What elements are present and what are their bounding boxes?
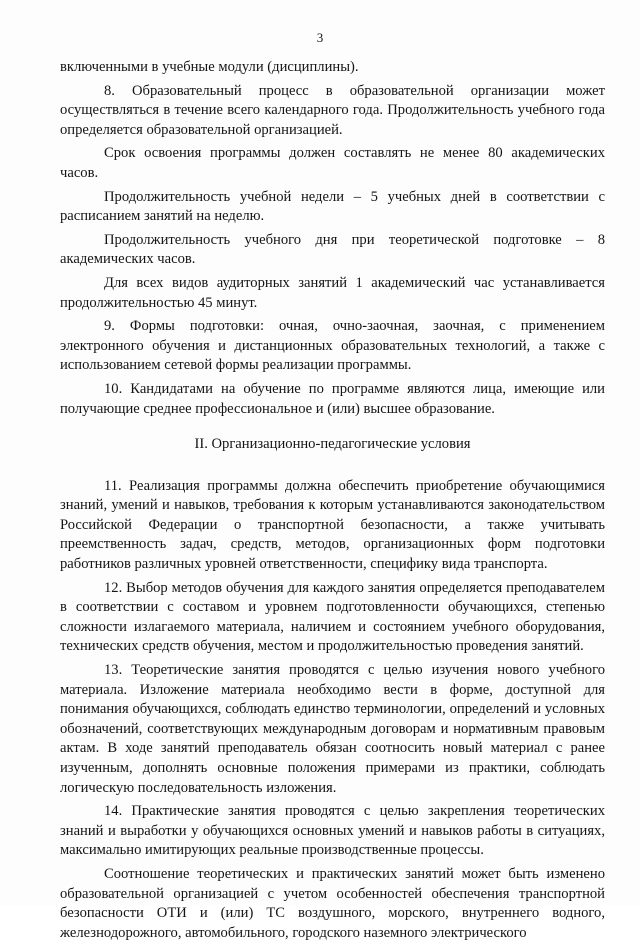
paragraph: Продолжительность учебного дня при теоретической подготовке – 8 академических часов. [60, 231, 605, 268]
section-heading: II. Организационно-педагогические условия [194, 436, 471, 453]
paragraph-group-after [60, 477, 605, 944]
paragraph: 8. Образовательный процесс в образовательной организации может осуществляться в течение всего календарного года. Продолжительность учебного года определяется образовательной организацией. [60, 82, 605, 138]
paragraph: Соотношение теоретических и практических занятий может быть изменено образовательной организацией с учетом особенностей обеспечения транспортной безопасности ОТИ и (или) ТС воздушного, морского, внутреннего водного, железнодорожного, автомобильного, городского наземного электрического [60, 865, 605, 941]
paragraph: 10. Кандидатами на обучение по программе являются лица, имеющие или получающие среднее профессиональное и (или) высшее образование. [60, 380, 605, 417]
document-body [60, 58, 605, 947]
paragraph: 14. Практические занятия проводятся с целью закрепления теоретических знаний и выработки у обучающихся основных умений и навыков работы в ситуациях, максимально имитирующих реальные производственные процессы. [60, 803, 605, 859]
paragraph: 11. Реализация программы должна обеспечить приобретение обучающимися знаний, умений и навыков, требования к которым устанавливаются законодательством Российской Федерации о транспортной безопасности, а также учитывать преемственность задач, средств, методов, организационных форм подготовки работников различных уровней ответственности, специфику вида транспорта. [60, 477, 605, 573]
paragraph: Для всех видов аудиторных занятий 1 академический час устанавливается продолжительностью 45 минут. [60, 274, 605, 311]
paragraph: Продолжительность учебной недели – 5 учебных дней в соответствии с расписанием занятий на неделю. [60, 188, 605, 225]
paragraph-group-before [60, 58, 605, 419]
page-number: 3 [316, 30, 324, 45]
paragraph: 13. Теоретические занятия проводятся с целью изучения нового учебного материала. Изложение материала необходимо вести в форме, доступной для понимания обучающихся, соблюдать единство терминологии, определений и условных обозначений, соответствующих международным договорам и нормативным правовым актам. В ходе занятий преподаватель обязан соотносить новый материал с ранее изученным, дополнять основные положения примерами из практики, соблюдать логическую последовательность изложения. [60, 662, 605, 796]
paragraph: 12. Выбор методов обучения для каждого занятия определяется преподавателем в соответствии с составом и уровнем подготовленности обучающихся, степенью сложности излагаемого материала, наличием и состоянием учебного оборудования, технических средств обучения, местом и продолжительностью проведения занятий. [60, 579, 605, 655]
paragraph: 9. Формы подготовки: очная, очно-заочная, заочная, с применением электронного обучения и дистанционных образовательных технологий, а также с использованием сетевой формы реализации программы. [60, 318, 605, 374]
paragraph: включенными в учебные модули (дисциплины). [60, 59, 359, 75]
paragraph: Срок освоения программы должен составлять не менее 80 академических часов. [60, 145, 605, 181]
